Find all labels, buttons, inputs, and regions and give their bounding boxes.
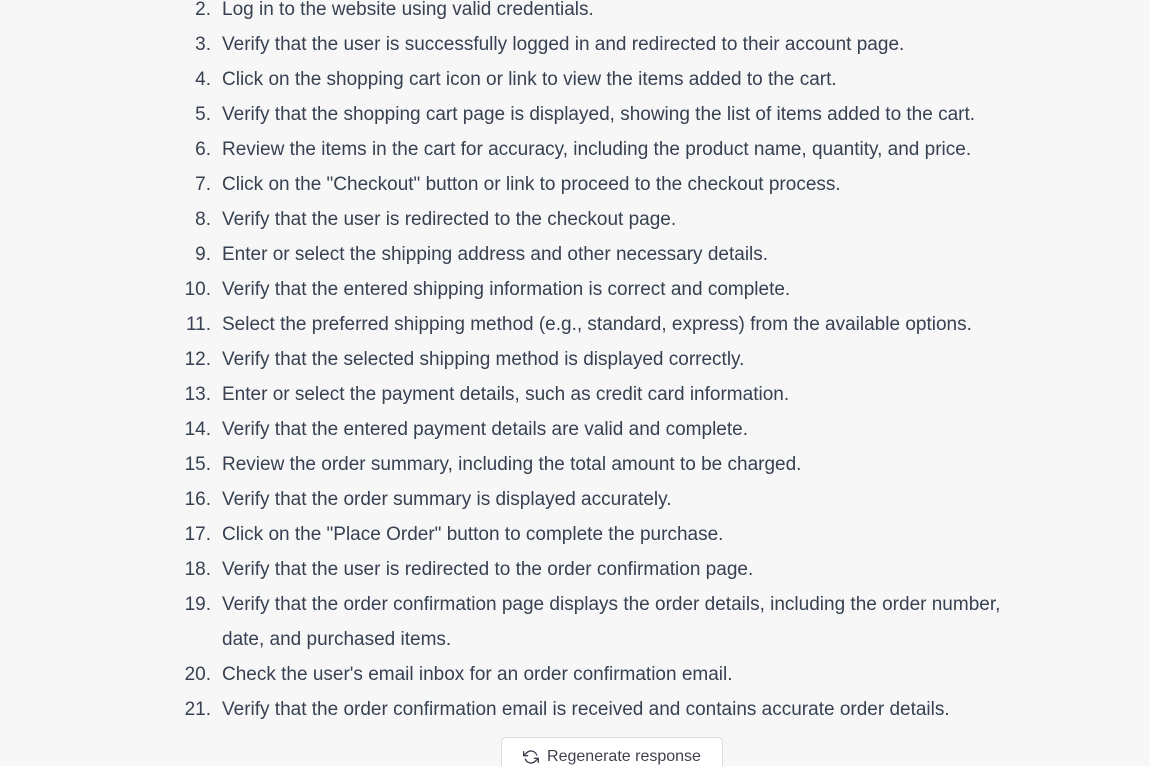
list-item: [0, 552, 1012, 587]
list-item-text: Check the user's email inbox for an order confirmation email.: [222, 664, 733, 685]
list-item-number: 14.: [184, 419, 211, 440]
list-item-text: Click on the shopping cart icon or link to view the items added to the cart.: [222, 69, 837, 90]
list-item-number: 15.: [184, 454, 211, 475]
list-item-number: 11.: [185, 314, 211, 335]
list-item-text: Select the preferred shipping method (e.g., standard, express) from the available options.: [222, 314, 972, 335]
list-item: [0, 62, 1012, 97]
list-item-text: Verify that the order confirmation email is received and contains accurate order details.: [222, 699, 950, 720]
list-item: [0, 517, 1012, 552]
list-item-text: Click on the "Place Order" button to complete the purchase.: [222, 524, 724, 545]
list-item-text: Verify that the user is redirected to the order confirmation page.: [222, 559, 754, 580]
list-item-number: 17.: [184, 524, 211, 545]
list-item-number: 6.: [195, 139, 211, 160]
list-item-number: 16.: [184, 489, 211, 510]
list-item-number: 7.: [195, 174, 211, 195]
list-item-text: Verify that the user is successfully logged in and redirected to their account page.: [222, 34, 905, 55]
list-item-number: 10.: [184, 279, 211, 300]
list-item-number: 20.: [184, 664, 211, 685]
list-item: [0, 202, 1012, 237]
list-item-text: Review the items in the cart for accuracy, including the product name, quantity, and price.: [222, 139, 972, 160]
list-item-number: 2.: [195, 0, 211, 20]
list-item-text: Review the order summary, including the total amount to be charged.: [222, 454, 802, 475]
list-item-text: Verify that the order confirmation page displays the order details, including the order number, date, and purchased items.: [222, 594, 1001, 650]
list-item-text: Verify that the entered shipping information is correct and complete.: [222, 279, 791, 300]
list-item-number: 8.: [195, 209, 211, 230]
list-item: [0, 97, 1012, 132]
list-item-text: Verify that the entered payment details are valid and complete.: [222, 419, 748, 440]
list-item: [0, 377, 1012, 412]
list-item: [0, 447, 1012, 482]
list-item-text: Enter or select the shipping address and other necessary details.: [222, 244, 769, 265]
list-item-text: Log in to the website using valid credentials.: [222, 0, 594, 20]
list-item-number: 19.: [184, 594, 211, 615]
list-item-number: 18.: [184, 559, 211, 580]
list-item-number: 4.: [195, 69, 211, 90]
regenerate-response-button[interactable]: [501, 737, 723, 766]
list-item: [0, 132, 1012, 167]
list-item: [0, 587, 1012, 657]
list-item-number: 5.: [195, 104, 211, 125]
list-item-text: Verify that the shopping cart page is displayed, showing the list of items added to the cart.: [222, 104, 976, 125]
list-item-text: Verify that the order summary is displayed accurately.: [222, 489, 672, 510]
list-item-number: 21.: [184, 699, 211, 720]
regenerate-response-label: Regenerate response: [547, 748, 701, 765]
list-item: [0, 692, 1012, 727]
list-item: [0, 307, 1012, 342]
list-item: [0, 27, 1012, 62]
list-item-text: Verify that the user is redirected to the checkout page.: [222, 209, 677, 230]
list-item-number: 13.: [184, 384, 211, 405]
refresh-icon: [523, 749, 539, 765]
list-item-number: 12.: [184, 349, 211, 370]
list-item: [0, 657, 1012, 692]
list-item: [0, 342, 1012, 377]
list-item: [0, 272, 1012, 307]
list-item-text: Verify that the selected shipping method is displayed correctly.: [222, 349, 745, 370]
list-item-number: 9.: [195, 244, 211, 265]
regenerate-bar: [0, 726, 1150, 766]
list-item: [0, 237, 1012, 272]
list-item: [0, 412, 1012, 447]
list-item: [0, 0, 1012, 27]
list-item-text: Click on the "Checkout" button or link to proceed to the checkout process.: [222, 174, 841, 195]
list-item-number: 3.: [195, 34, 211, 55]
list-item: [0, 482, 1012, 517]
list-item-text: Enter or select the payment details, such as credit card information.: [222, 384, 790, 405]
list-item: [0, 167, 1012, 202]
